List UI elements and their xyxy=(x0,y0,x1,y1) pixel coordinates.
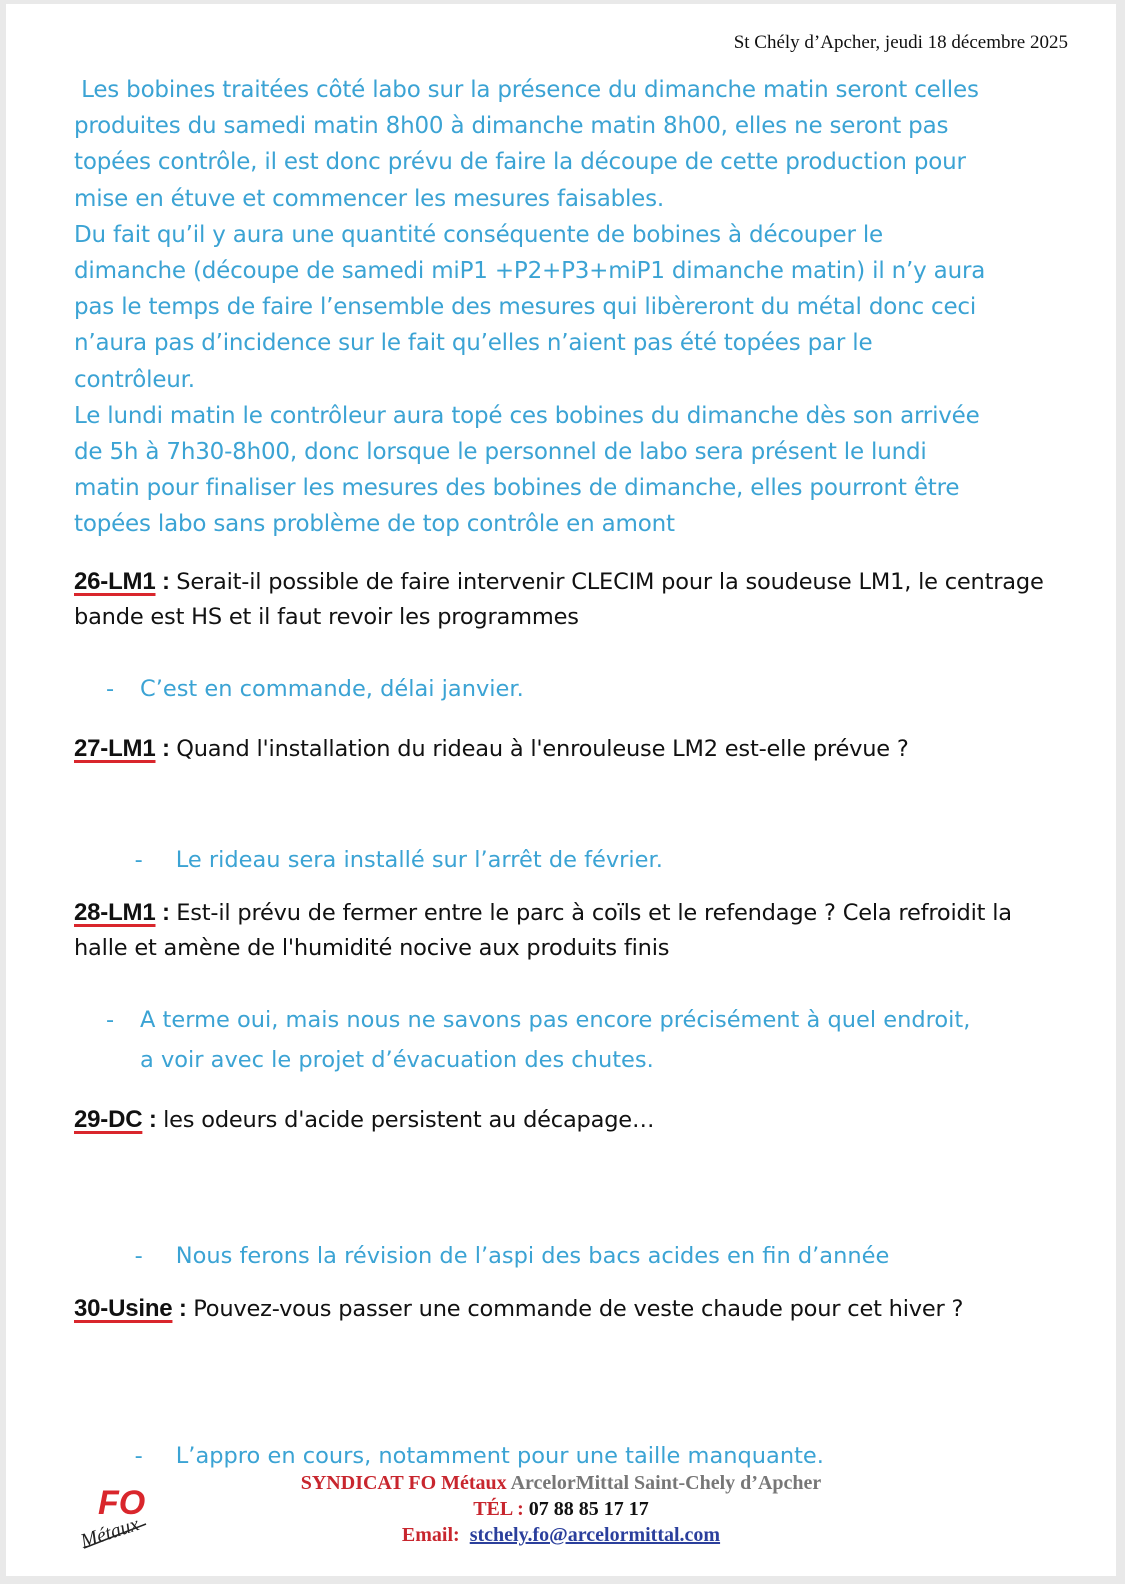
question-tag: 26-LM1 xyxy=(74,568,156,595)
question-text: les odeurs d'acide persistent au décapage… xyxy=(163,1107,655,1133)
question-tag: 29-DC xyxy=(74,1106,143,1133)
intro-line: Le lundi matin le contrôleur aura topé ces bobines du dimanche dès son arrivée xyxy=(74,402,980,429)
answer-text: A terme oui, mais nous ne savons pas encore précisément à quel endroit, xyxy=(140,1007,971,1033)
intro-paragraph xyxy=(74,72,1054,543)
intro-line: contrôleur. xyxy=(74,366,195,393)
intro-line: Du fait qu’il y aura une quantité conséquente de bobines à découper le xyxy=(74,221,883,248)
answer-29: - Nous ferons la révision de l’aspi des bacs acides en fin d’année xyxy=(134,1243,890,1269)
answer-text: Nous ferons la révision de l’aspi des bacs acides en fin d’année xyxy=(168,1243,890,1269)
question-27: 27-LM1 : Quand l'installation du rideau à l'enrouleuse LM2 est-elle prévue ? xyxy=(74,735,909,762)
question-28: 28-LM1 : Est-il prévu de fermer entre le parc à coïls et le refendage ? Cela refroidit la halle et amène de l'humidité nocive aux produits finis xyxy=(74,899,1012,961)
answer-27: - Le rideau sera installé sur l’arrêt de février. xyxy=(134,847,663,873)
answer-text: a voir avec le projet d’évacuation des chutes. xyxy=(140,1047,654,1073)
intro-line: mise en étuve et commencer les mesures faisables. xyxy=(74,185,665,212)
question-26: 26-LM1 : Serait-il possible de faire intervenir CLECIM pour la soudeuse LM1, le centrage bande est HS et il faut revoir les programmes xyxy=(74,568,1044,630)
svg-text:Métaux: Métaux xyxy=(77,1513,142,1553)
email-link[interactable]: stchely.fo@arcelormittal.com xyxy=(469,1524,721,1546)
footer-company: ArcelorMittal Saint-Chely d’Apcher xyxy=(510,1472,822,1494)
answer-30: - L’appro en cours, notamment pour une taille manquante. xyxy=(134,1443,824,1469)
answer-text: L’appro en cours, notamment pour une taille manquante. xyxy=(168,1443,824,1469)
intro-line: dimanche (découpe de samedi miP1 +P2+P3+miP1 dimanche matin) il n’y aura xyxy=(74,258,986,285)
intro-line: n’aura pas d’incidence sur le fait qu’elles n’aient pas été topées par le xyxy=(74,330,873,357)
answer-text: C’est en commande, délai janvier. xyxy=(140,676,524,702)
answer-text: Le rideau sera installé sur l’arrêt de février. xyxy=(168,847,663,873)
svg-text:FO: FO xyxy=(98,1484,146,1522)
question-tag: 27-LM1 xyxy=(74,735,156,762)
intro-line: pas le temps de faire l’ensemble des mesures qui libèreront du métal donc ceci xyxy=(74,294,977,321)
answer-28: - A terme oui, mais nous ne savons pas encore précisément à quel endroit, a voir avec le projet d’évacuation des chutes. xyxy=(106,1000,1066,1080)
email-label: Email: xyxy=(401,1524,460,1546)
question-text: Est-il prévu de fermer entre le parc à coïls et le refendage ? Cela refroidit la halle et amène de l'humidité nocive aux produits finis xyxy=(74,900,1012,961)
question-text: Pouvez-vous passer une commande de veste chaude pour cet hiver ? xyxy=(193,1296,964,1322)
document-page xyxy=(6,4,1116,1576)
tel-number: 07 88 85 17 17 xyxy=(528,1498,649,1520)
intro-line: Les bobines traitées côté labo sur la présence du dimanche matin seront celles xyxy=(74,77,979,103)
question-tag: 28-LM1 xyxy=(74,899,156,926)
intro-line: de 5h à 7h30-8h00, donc lorsque le personnel de labo sera présent le lundi xyxy=(74,439,927,466)
question-tag: 30-Usine xyxy=(74,1295,173,1322)
footer-org: SYNDICAT FO Métaux xyxy=(300,1472,507,1494)
answer-26: - C’est en commande, délai janvier. xyxy=(106,676,524,702)
intro-line: topées contrôle, il est donc prévu de faire la découpe de cette production pour xyxy=(74,149,966,176)
question-text: Quand l'installation du rideau à l'enrouleuse LM2 est-elle prévue ? xyxy=(176,736,909,762)
question-text: Serait-il possible de faire intervenir CLECIM pour la soudeuse LM1, le centrage bande est HS et il faut revoir les programmes xyxy=(74,569,1044,630)
tel-label: TÉL : xyxy=(473,1498,524,1520)
question-29: 29-DC : les odeurs d'acide persistent au décapage… xyxy=(74,1106,655,1133)
intro-line: matin pour finaliser les mesures des bobines de dimanche, elles pourront être xyxy=(74,475,960,502)
document-date: St Chély d’Apcher, jeudi 18 décembre 2025 xyxy=(733,32,1068,53)
intro-line: topées labo sans problème de top contrôle en amont xyxy=(74,511,675,538)
intro-line: produites du samedi matin 8h00 à dimanche matin 8h00, elles ne seront pas xyxy=(74,113,949,140)
question-30: 30-Usine : Pouvez-vous passer une commande de veste chaude pour cet hiver ? xyxy=(74,1295,964,1322)
footer xyxy=(6,1470,1116,1548)
